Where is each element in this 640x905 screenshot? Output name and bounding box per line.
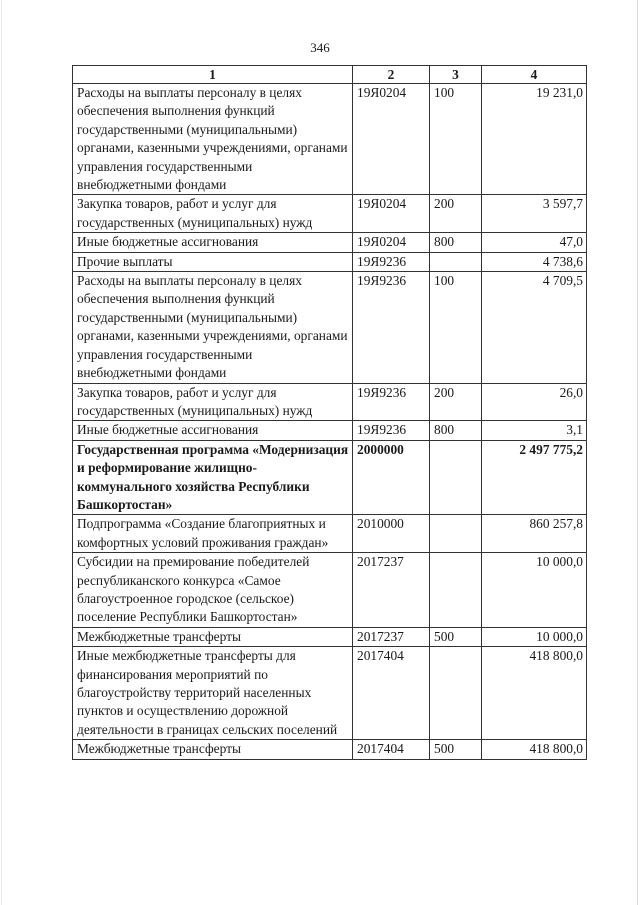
- scan-edge-left: [1, 0, 2, 905]
- row-amount: 3,1: [482, 421, 587, 440]
- row-code: 19Я0204: [353, 233, 430, 252]
- row-code: 2017237: [353, 627, 430, 646]
- table-row: [73, 233, 587, 252]
- row-type: 100: [430, 84, 482, 195]
- table-row: [73, 553, 587, 628]
- row-name: Межбюджетные трансферты: [73, 740, 353, 759]
- row-name: Государственная программа «Модернизация и реформирование жилищно-коммунального хозяйства Республики Башкортостан»: [73, 440, 353, 515]
- table-row: [73, 383, 587, 421]
- table-header-row: [73, 66, 587, 84]
- row-type: 200: [430, 383, 482, 421]
- row-name: Закупка товаров, работ и услуг для государственных (муниципальных) нужд: [73, 383, 353, 421]
- row-code: 2017237: [353, 553, 430, 628]
- row-amount: 4 738,6: [482, 252, 587, 271]
- table-row: [73, 421, 587, 440]
- row-type: [430, 440, 482, 515]
- row-code: 2017404: [353, 647, 430, 740]
- table-row: [73, 515, 587, 553]
- row-code: 19Я0204: [353, 84, 430, 195]
- row-type: 800: [430, 233, 482, 252]
- table-row: [73, 740, 587, 759]
- row-amount: 2 497 775,2: [482, 440, 587, 515]
- table-row: [73, 272, 587, 383]
- row-type: 100: [430, 272, 482, 383]
- row-code: 2010000: [353, 515, 430, 553]
- row-type: 500: [430, 627, 482, 646]
- header-col-amount: 4: [482, 66, 587, 84]
- row-name: Иные межбюджетные трансферты для финансирования мероприятий по благоустройству территорий населенных пунктов и осуществлению дорожной деятельности в границах сельских поселений: [73, 647, 353, 740]
- row-type: 200: [430, 195, 482, 233]
- row-amount: 3 597,7: [482, 195, 587, 233]
- row-amount: 26,0: [482, 383, 587, 421]
- row-type: [430, 553, 482, 628]
- row-name: Закупка товаров, работ и услуг для государственных (муниципальных) нужд: [73, 195, 353, 233]
- row-amount: 860 257,8: [482, 515, 587, 553]
- row-code: 19Я9236: [353, 383, 430, 421]
- row-type: 500: [430, 740, 482, 759]
- row-amount: 47,0: [482, 233, 587, 252]
- row-name: Иные бюджетные ассигнования: [73, 233, 353, 252]
- row-name: Расходы на выплаты персоналу в целях обеспечения выполнения функций государственными (муниципальными) органами, казенными учреждениями, органами управления государственными внебюджетными фондами: [73, 272, 353, 383]
- scan-edge-right: [637, 0, 638, 905]
- row-code: 19Я9236: [353, 252, 430, 271]
- row-name: Субсидии на премирование победителей республиканского конкурса «Самое благоустроенное городское (сельское) поселение Республики Башкортостан»: [73, 553, 353, 628]
- table-row: [73, 84, 587, 195]
- row-code: 2017404: [353, 740, 430, 759]
- row-amount: 418 800,0: [482, 740, 587, 759]
- row-amount: 19 231,0: [482, 84, 587, 195]
- row-type: [430, 647, 482, 740]
- table-row: [73, 647, 587, 740]
- row-amount: 10 000,0: [482, 553, 587, 628]
- table-row-program: [73, 440, 587, 515]
- table-row: [73, 627, 587, 646]
- page-number: 346: [310, 40, 330, 55]
- row-name: Расходы на выплаты персоналу в целях обеспечения выполнения функций государственными (муниципальными) органами, казенными учреждениями, органами управления государственными внебюджетными фондами: [73, 84, 353, 195]
- row-name: Иные бюджетные ассигнования: [73, 421, 353, 440]
- table-row: [73, 195, 587, 233]
- header-col-type: 3: [430, 66, 482, 84]
- table-row: [73, 252, 587, 271]
- row-type: [430, 252, 482, 271]
- budget-table: [72, 65, 587, 760]
- row-name: Прочие выплаты: [73, 252, 353, 271]
- row-name: Подпрограмма «Создание благоприятных и комфортных условий проживания граждан»: [73, 515, 353, 553]
- row-type: [430, 515, 482, 553]
- row-code: 2000000: [353, 440, 430, 515]
- header-col-code: 2: [353, 66, 430, 84]
- row-type: 800: [430, 421, 482, 440]
- row-amount: 4 709,5: [482, 272, 587, 383]
- header-col-name: 1: [73, 66, 353, 84]
- row-amount: 418 800,0: [482, 647, 587, 740]
- row-code: 19Я9236: [353, 272, 430, 383]
- row-code: 19Я9236: [353, 421, 430, 440]
- row-name: Межбюджетные трансферты: [73, 627, 353, 646]
- row-amount: 10 000,0: [482, 627, 587, 646]
- row-code: 19Я0204: [353, 195, 430, 233]
